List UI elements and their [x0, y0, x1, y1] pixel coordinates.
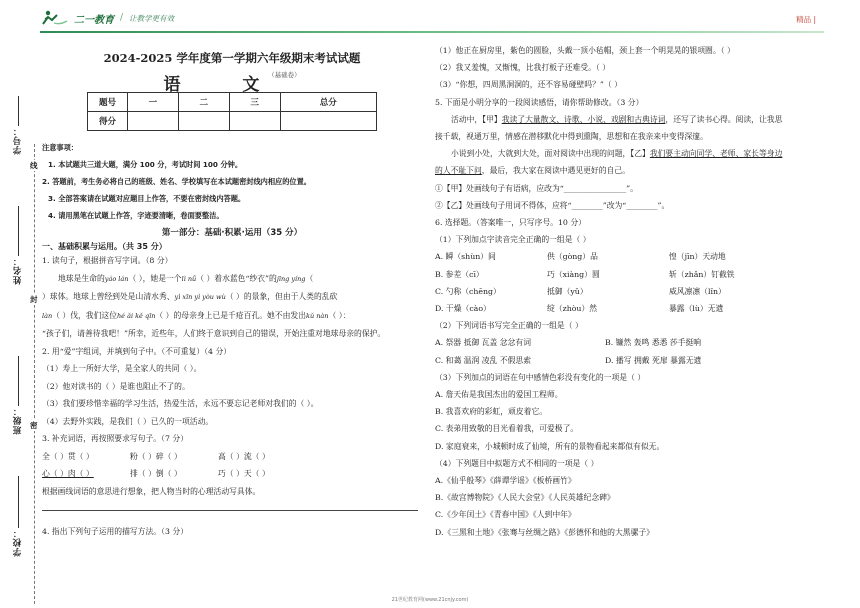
score-cell: 二: [178, 93, 229, 112]
score-cell: 总分: [280, 93, 376, 112]
idiom-blank: 全（ ）贯（ ）: [42, 451, 94, 461]
option-row: [435, 266, 825, 283]
logo-divider: /: [120, 13, 124, 23]
name-label: 姓名：: [13, 256, 23, 285]
subject-heading: [42, 70, 422, 95]
page-footer: 21世纪教育网(www.21cnjy.com): [391, 597, 469, 603]
option-row: [435, 352, 825, 369]
page-header: [0, 0, 860, 36]
logo-slogan: 让教学更有效: [129, 13, 175, 23]
score-input-cell[interactable]: [128, 112, 179, 131]
option: A. 瞬（shùn）间: [435, 252, 496, 262]
question-1: [42, 252, 422, 343]
class-field[interactable]: [18, 356, 19, 406]
option: 威风凛凛（lǐn）: [669, 286, 726, 296]
option: 斩（zhǎn）钉截铁: [669, 269, 735, 279]
score-table-header-row: [88, 93, 377, 112]
option: A.《仙乎般琴》《薛谭学谣》《板桥画竹》: [435, 476, 576, 486]
school-field[interactable]: [18, 476, 19, 528]
school-label: 学校：: [13, 528, 23, 557]
option: B. 我喜欢府的彩虹，顽皮着它。: [435, 407, 548, 417]
idiom-row: [42, 448, 422, 466]
question-stem: 1. 读句子，根据拼音写字词。（8 分）: [42, 256, 173, 265]
student-id-label: 学号：: [13, 126, 23, 155]
option: D. 干燥（cào）: [435, 304, 491, 314]
question-stem: 3. 补充词语，再按照要求写句子。（7 分）: [42, 434, 189, 443]
question-line: 地球是生命的yáo lán（ ），她是一个lì nǚ（ ）着水蓝色“纱衣”的jīng yíng（: [58, 273, 314, 283]
option: C. 和蔼 温润 凌乱 不假思索: [435, 355, 532, 365]
exam-notes: [42, 139, 422, 224]
binding-strip: [0, 36, 40, 608]
runner-logo-icon: [40, 10, 68, 26]
option: C. 勺称（chēng）: [435, 286, 501, 296]
answer-line[interactable]: [42, 510, 418, 511]
question-line: “孩子们，请善待我吧！”所幸，近些年，人们终于意识到自己的错误，开始注重对地球母亲的保护。: [42, 329, 386, 338]
passage-line: 接千载，视通万里，情感在潜移默化中得到熏陶，思想和在我亲来中变得深邃。: [435, 132, 708, 142]
seal-mark-secret: 密: [30, 421, 38, 430]
logo-text: 二一教育: [74, 14, 114, 26]
question-line: ）球体。地球上曾经到处是山清水秀、yì xīn yì yòu wù（ ）的景象，但由于人类的乱砍: [42, 292, 338, 301]
idiom-blank: 巧（ ）天（ ）: [218, 469, 270, 478]
question-item: （1）寿上一所好大学，是全家人的共同（ ）。: [42, 364, 202, 373]
site-logo[interactable]: [40, 10, 174, 26]
score-input-cell[interactable]: [280, 112, 376, 131]
question-item: （3）“你想，四周黑洞洞的，还不容易碰壁吗？”（ ）: [435, 80, 622, 90]
header-divider: [40, 31, 824, 33]
question-item: （3）我们要珍惜幸福的学习生活，热爱生活，永远不要忘记老师对我们的（ ）。: [42, 399, 319, 408]
option-row: [435, 248, 825, 265]
option: D. 播写 拥戴 死扉 暴露无遗: [605, 355, 702, 365]
left-column: [42, 48, 422, 541]
note-item: 2. 答题前，考生务必将自己的班级、姓名、学校填写在本试题密封线内相应的位置。: [42, 177, 311, 186]
seal-line: [34, 144, 35, 604]
answer-prompt: ②【乙】处画线句子用词不得体，应将“________”改为“________”。: [435, 200, 670, 210]
option-row: [435, 283, 825, 300]
passage-line: 活动中，【甲】我读了大量散文、诗歌、小说、戏剧和古典诗词，还写了读书心得。阅读，让我思: [451, 114, 783, 124]
idiom-blank: 粉（ ）碎（ ）: [130, 451, 182, 461]
question-stem: 5. 下面是小明分享的一段阅读感悟，请你帮助修改。（3 分）: [435, 97, 644, 107]
idiom-blank: 排（ ）倒（ ）: [130, 469, 182, 478]
option: D. 家庭衰来，小城顿时成了仙境，所有的景物看起来都似有似无。: [435, 441, 665, 451]
option: B. 参差（cī）: [435, 269, 484, 279]
student-id-field[interactable]: [18, 96, 19, 126]
idiom-row: [42, 465, 422, 483]
subject-name: 语 文: [163, 75, 288, 95]
score-table: [87, 92, 377, 131]
score-cell: 得分: [88, 112, 128, 131]
option: 绽（zhòu）然: [547, 304, 598, 314]
score-cell: 题号: [88, 93, 128, 112]
seal-mark-seal: 封: [30, 295, 38, 304]
question-stem: 2. 用“爱”字组词，并填到句子中。（不可重复）（4 分）: [42, 346, 232, 356]
option: D.《三黑和土地》《张骞与丝绸之路》《彭德怀和他的大黑骡子》: [435, 527, 654, 537]
score-cell: 三: [229, 93, 280, 112]
question-item: （1）他正在厨房里，紫色的圆脸，头戴一顶小毡帽，颈上套一个明晃晃的银项圈。（ ）: [435, 46, 735, 55]
sub-question: （4）下列题目中拟题方式不相同的一项是（ ）: [435, 458, 599, 468]
option: 惶（jīn）天动地: [669, 252, 726, 262]
note-item: 1. 本试题共三道大题，满分 100 分，考试时间 100 分钟。: [48, 160, 243, 169]
premium-label: 精品 |: [796, 15, 816, 24]
option: C.《少年闰土》《青春中国》《人到中年》: [435, 510, 576, 520]
notes-title: 注意事项：: [42, 143, 78, 152]
question-6: [435, 214, 825, 541]
score-input-cell[interactable]: [178, 112, 229, 131]
passage-line: 的人不耻下问，最后，我大家在阅读中遇见更好的自己。: [435, 166, 630, 176]
question-4: 4. 指出下列句子运用的描写方法。（3 分）: [42, 527, 189, 536]
sub-question: （1）下列加点字读音完全正确的一组是（ ）: [435, 235, 591, 245]
question-item: （2）他对读书的（ ）是谁也阻止不了的。: [42, 381, 190, 391]
option-row: [435, 334, 825, 351]
question-item: （2）我又羞愧，又惭愧，比我打板子还难受。（ ）: [435, 63, 611, 73]
exam-title: 2024-2025 学年度第一学期六年级期末考试试题: [103, 51, 361, 65]
sub-question: （3）下列加点的词语在句中感情色彩没有变化的一项是（ ）: [435, 372, 646, 382]
subject-subtitle: （基础卷）: [268, 71, 301, 79]
right-column: [435, 48, 825, 541]
question-2: [42, 343, 422, 431]
part-title: 第一部分：基础·积累·运用（35 分）: [161, 228, 303, 238]
option: A. 詹天佑是我国杰出的爱国工程师。: [435, 390, 563, 400]
option: B. 镰然 轰鸣 悉悉 莎手挺响: [605, 338, 702, 348]
question-instruction: 根据画线词语的意思进行想象，把人物当时的心理活动写具体。: [42, 486, 261, 496]
answer-prompt: ①【甲】处画线句子有语病，应改为“________________”。: [435, 183, 638, 193]
option: B.《故宫博物院》《人民大会堂》《人民英雄纪念碑》: [435, 493, 615, 503]
score-input-cell[interactable]: [229, 112, 280, 131]
question-5: [435, 94, 825, 214]
class-label: 班级：: [13, 406, 23, 435]
option-row: [435, 300, 825, 317]
note-item: 4. 请用黑笔在试题上作答，字迹要清晰，卷面要整洁。: [48, 211, 224, 220]
question-line: làn（ ）伐，我们这位hé ǎi kě qīn（ ）的母亲身上已是千疮百孔。她不由发出kǔ nàn（ ）：: [42, 310, 351, 320]
question-item: （4）去野外实践，是我们（ ）已久的一项活动。: [42, 416, 214, 426]
option: 抵御（yǔ）: [547, 286, 588, 296]
passage-line: 小说到小处，大就到大处，面对阅读中出现的问题，【乙】我们要主动向同学、老师、家长等身边: [451, 149, 783, 159]
score-cell: 一: [128, 93, 179, 112]
option: C. 表弟用致敬的目光看着我，可爱极了。: [435, 424, 579, 434]
option: 供（gòng）品: [547, 252, 598, 262]
question-3: [42, 430, 422, 511]
section-title: 一、基础积累与运用。（共 35 分）: [42, 242, 167, 251]
option: 暴露（lù）无遗: [669, 304, 724, 314]
idiom-blank: 心（ ）肉（ ）: [42, 469, 94, 478]
name-field[interactable]: [18, 206, 19, 256]
seal-mark-line: 线: [30, 161, 38, 170]
sub-question: （2）下列词语书写完全正确的一组是（ ）: [435, 321, 583, 331]
question-stem: 6. 选择题。（答案唯一，只写序号。10 分）: [435, 218, 586, 228]
score-table-score-row: [88, 112, 377, 131]
note-item: 3. 全部答案请在试题对应题目上作答，不要在密封线内答题。: [48, 194, 246, 203]
option: A. 祭器 抵御 瓦盖 忿忿有词: [435, 338, 531, 348]
option: 巧（xiàng）圆: [547, 269, 600, 279]
idiom-blank: 高（ ）流（ ）: [218, 451, 270, 461]
